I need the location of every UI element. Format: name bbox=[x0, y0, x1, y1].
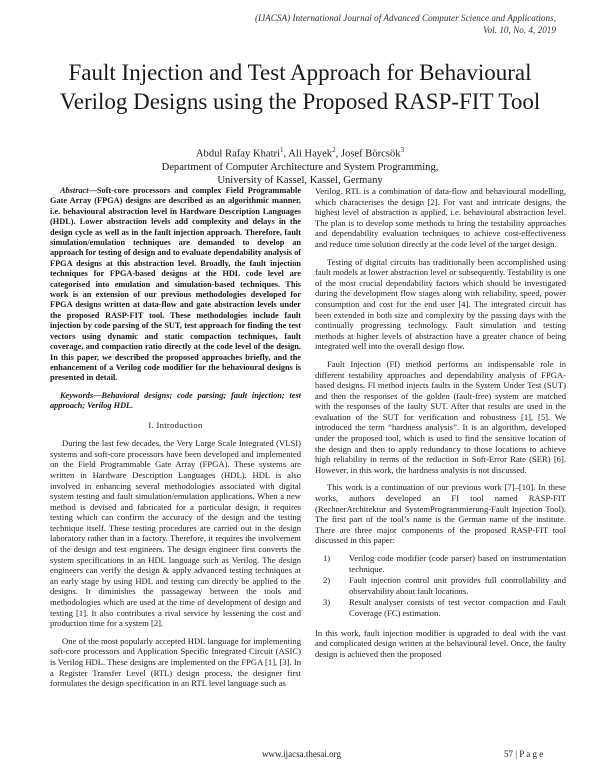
author-block bbox=[0, 144, 600, 187]
list-number: 2) bbox=[323, 575, 331, 586]
page-number: 57 | P a g e bbox=[504, 749, 544, 759]
paragraph: During the last few decades, the Very Large Scale Integrated (VLSI) systems and soft-core processors have been developed and implemented on the Field Programmable Gate Array (FPGA). These systems are written in Hardware Description Languages (HDL). HDL is also involved in enhancing several methodologies associated with digital system testing and fault simulation/emulation applications. When a new method is devised and fabricated for a particular design, it requires testing which can confirm the accuracy of the design and the testing technique itself. These testing procedures are carried out in the design laboratory rather than in a factory. Therefore, it requires the involvement of the design and test engineers. The design engineer first converts the system specifications in an HDL language such as Verilog. The design engineers can verify the design & apply advanced testing techniques at an early stage by using HDL and testing can directly be applied to the designs. It diminishes the passageway between the tools and methodologies which are used at the time of development of design and testing [1]. It also contributes a rival service by lessening the cost and production time for a system [2]. bbox=[50, 438, 301, 629]
left-column bbox=[50, 186, 301, 696]
paragraph: This work is a continuation of our previous work [7]–[10]. In these works, authors developed an FI tool named RASP-FIT (RechnerArchitektur and SystemProgrammierung-Fault Injection Tool). The first part of the tool’s name is the German name of the institute. There are three major components of the proposed RASP-FIT tool discussed in this paper: bbox=[315, 482, 566, 546]
list-number: 3) bbox=[323, 597, 331, 608]
list-item bbox=[315, 553, 566, 574]
author-3: Josef Börcsök bbox=[340, 148, 401, 160]
paragraph: Testing of digital circuits has traditionally been accomplished using fault models at lower abstraction level or subsequently. Testability is one of the most crucial dependability factors which should be investigated during the development flow stages along with reliability, speed, power consumption and cost for the end user [4]. The integrated circuit has been extended in both size and complexity by the passing days with the continually progressing technology. Fault simulation and testing methods at higher levels of abstraction have a greater chance of being integrated well into the overall design flow. bbox=[315, 256, 566, 352]
list-item bbox=[315, 575, 566, 596]
author-sep: , bbox=[335, 148, 341, 160]
keywords-label: Keywords bbox=[60, 390, 94, 400]
paragraph: Fault Injection (FI) method performs an indispensable role in different testability approaches and dependability analysis of FPGA-based designs. FI method injects faults in the System Under Test (SUT) and then the responses of the golden (fault-free) system are matched with the responses of the faulty SUT. After that results are used in the evaluation of the SUT for verification and robustness [1], [5]. We introduced the term “hardness analysis”. It is an algorithm, developed under the proposed tool, which is used to find the sensitive location of the design and then to apply redundancy to those locations to achieve high reliability in terms of the reduction in Soft-Error Rate (SER) [6]. However, in this work, the hardness analysis is not discussed. bbox=[315, 358, 566, 475]
journal-line-2: Vol. 10, No. 4, 2019 bbox=[483, 25, 556, 35]
paper-title bbox=[30, 58, 570, 116]
paragraph: Verilog. RTL is a combination of data-flow and behavioural modelling, which characterises the design [2]. For vast and intricate designs, the highest level of abstraction is applied, i.e. behavioural abstraction level. The plan is to develop some methods to bring the testability approaches and dependability evaluation techniques to achieve cost-effectiveness and reduce time solution directly at the code level of the target design. bbox=[315, 186, 566, 249]
author-1: Abdul Rafay Khatri bbox=[195, 148, 281, 160]
paragraph: One of the most popularly accepted HDL language for implementing soft-core processors and Application Specific Integrated Circuit (ASIC) is Verilog HDL. These designs are implemented on the FPGA [1], [3]. In a Register Transfer Level (RTL) design process, the designer first formulates the design specification in an RTL level language such as bbox=[50, 635, 301, 689]
list-text: Fault injection control unit provides full controllability and observability about fault locations. bbox=[349, 575, 566, 596]
keywords-text: —Behavioral designs; code parsing; fault injection; test approach; Verilog HDL. bbox=[50, 390, 301, 411]
list-text: Result analyser consists of test vector compaction and Fault Coverage (FC) estimation. bbox=[349, 597, 566, 618]
journal-url[interactable]: www.ijacsa.thesai.org bbox=[262, 749, 341, 759]
list-item bbox=[315, 597, 566, 618]
section-heading-introduction: I. Introduction bbox=[148, 419, 203, 430]
author-sep: , bbox=[283, 148, 289, 160]
author-2-affil: 2 bbox=[332, 146, 336, 154]
author-2: Ali Hayek bbox=[288, 148, 333, 160]
abstract bbox=[50, 186, 301, 384]
journal-header bbox=[255, 12, 556, 36]
author-3-affil: 3 bbox=[400, 146, 405, 154]
title-line-2: Verilog Designs using the Proposed RASP-FIT Tool bbox=[59, 89, 541, 114]
university: University of Kassel, Kassel, Germany bbox=[217, 174, 383, 186]
paragraph: In this work, fault injection modifier is upgraded to deal with the vast and complicated design written at the behavioural level. Once, the faulty design is achieved then the proposed bbox=[315, 627, 566, 659]
department: Department of Computer Architecture and System Programming, bbox=[161, 161, 439, 173]
list-text: Verilog code modifier (code parser) based on instrumentation technique. bbox=[349, 553, 566, 574]
keywords bbox=[50, 391, 301, 412]
component-list bbox=[315, 553, 566, 619]
author-names bbox=[0, 144, 600, 161]
list-number: 1) bbox=[323, 553, 331, 563]
title-line-1: Fault Injection and Test Approach for Behavioural bbox=[68, 60, 532, 85]
right-column bbox=[315, 186, 566, 666]
journal-line-1: (IJACSA) International Journal of Advanced Computer Science and Applications, bbox=[254, 13, 556, 23]
abstract-label: Abstract bbox=[60, 186, 89, 195]
author-1-affil: 1 bbox=[280, 146, 284, 154]
abstract-text: —Soft-core processors and complex Field Programmable Gate Array (FPGA) designs are described as an algorithmic manner, i.e. behavioural abstraction level in Hardware Description Languages (HDL). Lower abstraction levels add complexity and delays in the design cycle as well as in the fault injection approach. Therefore, fault simulation/emulation techniques are demanded to develop an approach for testing of design and to evaluate dependability analysis of FPGA designs at this abstraction level. Broadly, the fault injection techniques for FPGA-based designs at the HDL code level are categorised into emulation and simulation-based techniques. This work is an extension of our previous methodologies developed for FPGA designs written at data-flow and gate abstraction levels under the proposed RASP-FIT tool. These methodologies include fault injection by code parsing of the SUT, test approach for finding the test vectors using dynamic and static compaction techniques, fault coverage, and compaction ratio directly at the code level of the design. In this paper, we described the proposed approaches briefly, and the enhancement of a Verilog code modifier for the behavioural designs is presented in detail. bbox=[50, 186, 301, 383]
